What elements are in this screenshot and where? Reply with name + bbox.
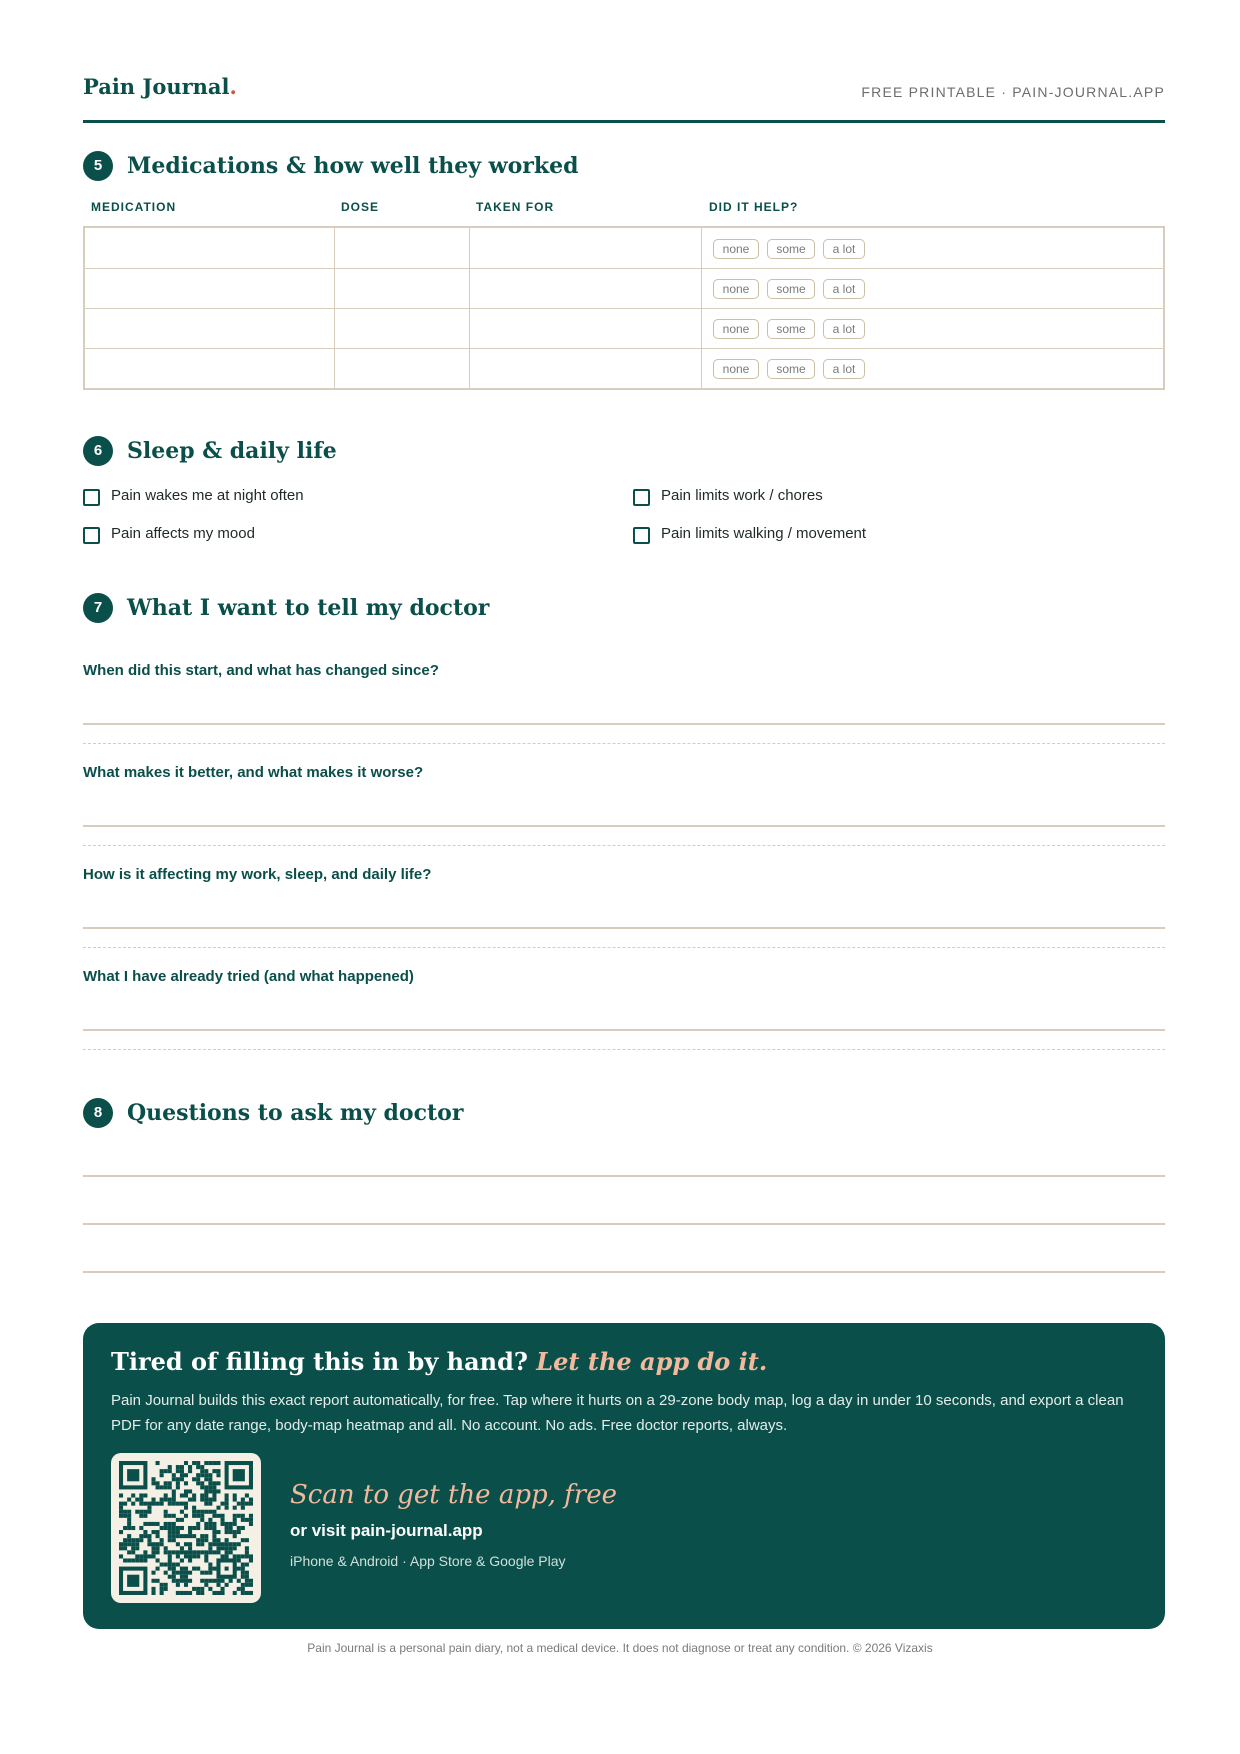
medication-table-header: [83, 200, 1165, 218]
help-option-a-lot[interactable]: a lot: [823, 279, 865, 299]
dose-cell[interactable]: [335, 228, 468, 268]
visit-link[interactable]: or visit pain-journal.app: [290, 1521, 483, 1540]
dashed-divider: [83, 1049, 1165, 1050]
checkbox-square[interactable]: [83, 489, 100, 506]
brand-name: Pain Journal: [83, 74, 230, 99]
help-option-none[interactable]: none: [713, 239, 759, 259]
section-number: 5: [83, 151, 113, 181]
page-footer: Pain Journal is a personal pain diary, not a medical device. It does not diagnose or treat any condition. © 2026 Vizaxis: [307, 1641, 933, 1655]
section-number: 8: [83, 1098, 113, 1128]
help-option-some[interactable]: some: [767, 359, 815, 379]
dose-cell[interactable]: [335, 308, 468, 348]
prompt-affecting-life: How is it affecting my work, sleep, and daily life?: [83, 866, 432, 883]
column-header-taken-for: TAKEN FOR: [476, 200, 555, 214]
checkbox-label: Pain wakes me at night often: [111, 487, 304, 504]
checkbox-label: Pain affects my mood: [111, 525, 255, 542]
section-title: Questions to ask my doctor: [127, 1100, 464, 1126]
column-header-medication: MEDICATION: [91, 200, 177, 214]
column-divider: [334, 228, 335, 388]
checkbox-label: Pain limits work / chores: [661, 487, 823, 504]
help-option-some[interactable]: some: [767, 239, 815, 259]
brand-dot: .: [229, 74, 237, 99]
promo-body: Pain Journal builds this exact report automatically, for free. Tap where it hurts on a 29-zone body map, log a day in under 10 seconds, and export a clean PDF for any date range, body-map heatmap and all. No account. No ads. Free doctor reports, always.: [111, 1392, 1124, 1434]
dose-cell[interactable]: [335, 268, 468, 308]
platforms-text: iPhone & Android · App Store & Google Play: [290, 1553, 566, 1569]
help-option-none[interactable]: none: [713, 319, 759, 339]
writing-line[interactable]: [83, 825, 1165, 827]
brand-logo: [83, 74, 237, 99]
section-medications-heading: [83, 149, 1165, 183]
question-line[interactable]: [83, 1271, 1165, 1273]
writing-line[interactable]: [83, 723, 1165, 725]
medication-cell[interactable]: [85, 348, 333, 388]
section-title: Medications & how well they worked: [127, 153, 579, 179]
checkbox-square[interactable]: [83, 527, 100, 544]
help-option-none[interactable]: none: [713, 279, 759, 299]
section-tell-doctor-heading: [83, 591, 1165, 625]
section-title: Sleep & daily life: [127, 438, 337, 464]
prompt-already-tried: What I have already tried (and what happened): [83, 968, 414, 985]
qr-code-card[interactable]: [111, 1453, 261, 1603]
dashed-divider: [83, 845, 1165, 846]
writing-line[interactable]: [83, 927, 1165, 929]
section-sleep-heading: [83, 434, 1165, 468]
help-option-some[interactable]: some: [767, 279, 815, 299]
medication-table: [83, 226, 1165, 390]
help-option-none[interactable]: none: [713, 359, 759, 379]
promo-title: [111, 1347, 767, 1376]
dashed-divider: [83, 743, 1165, 744]
table-row: [85, 268, 1163, 309]
help-option-a-lot[interactable]: a lot: [823, 239, 865, 259]
header-tagline: FREE PRINTABLE · PAIN-JOURNAL.APP: [861, 84, 1165, 100]
writing-line[interactable]: [83, 1029, 1165, 1031]
prompt-when-started: When did this start, and what has changed since?: [83, 662, 439, 679]
table-row: [85, 228, 1163, 269]
table-row: [85, 308, 1163, 349]
qr-code-icon[interactable]: [119, 1461, 253, 1595]
column-header-did-it-help: DID IT HELP?: [709, 200, 799, 214]
section-questions-heading: [83, 1096, 1165, 1130]
taken-for-cell[interactable]: [470, 268, 700, 308]
dose-cell[interactable]: [335, 348, 468, 388]
promo-title-italic: Let the app do it.: [536, 1347, 768, 1376]
dashed-divider: [83, 947, 1165, 948]
column-divider: [701, 228, 702, 388]
help-option-a-lot[interactable]: a lot: [823, 359, 865, 379]
prompt-better-worse: What makes it better, and what makes it worse?: [83, 764, 424, 781]
scan-prompt: Scan to get the app, free: [290, 1480, 617, 1510]
section-number: 7: [83, 593, 113, 623]
taken-for-cell[interactable]: [470, 228, 700, 268]
checkbox-square[interactable]: [633, 489, 650, 506]
medication-cell[interactable]: [85, 268, 333, 308]
medication-cell[interactable]: [85, 308, 333, 348]
help-option-a-lot[interactable]: a lot: [823, 319, 865, 339]
section-title: What I want to tell my doctor: [127, 595, 490, 621]
table-row: [85, 348, 1163, 389]
medication-cell[interactable]: [85, 228, 333, 268]
taken-for-cell[interactable]: [470, 348, 700, 388]
column-header-dose: DOSE: [341, 200, 380, 214]
help-option-some[interactable]: some: [767, 319, 815, 339]
page-header: [83, 70, 1165, 123]
section-number: 6: [83, 436, 113, 466]
column-divider: [469, 228, 470, 388]
taken-for-cell[interactable]: [470, 308, 700, 348]
promo-title-plain: Tired of filling this in by hand?: [111, 1347, 528, 1376]
checkbox-square[interactable]: [633, 527, 650, 544]
question-line[interactable]: [83, 1175, 1165, 1177]
checkbox-label: Pain limits walking / movement: [661, 525, 867, 542]
app-promo-banner: [83, 1323, 1165, 1629]
question-line[interactable]: [83, 1223, 1165, 1225]
